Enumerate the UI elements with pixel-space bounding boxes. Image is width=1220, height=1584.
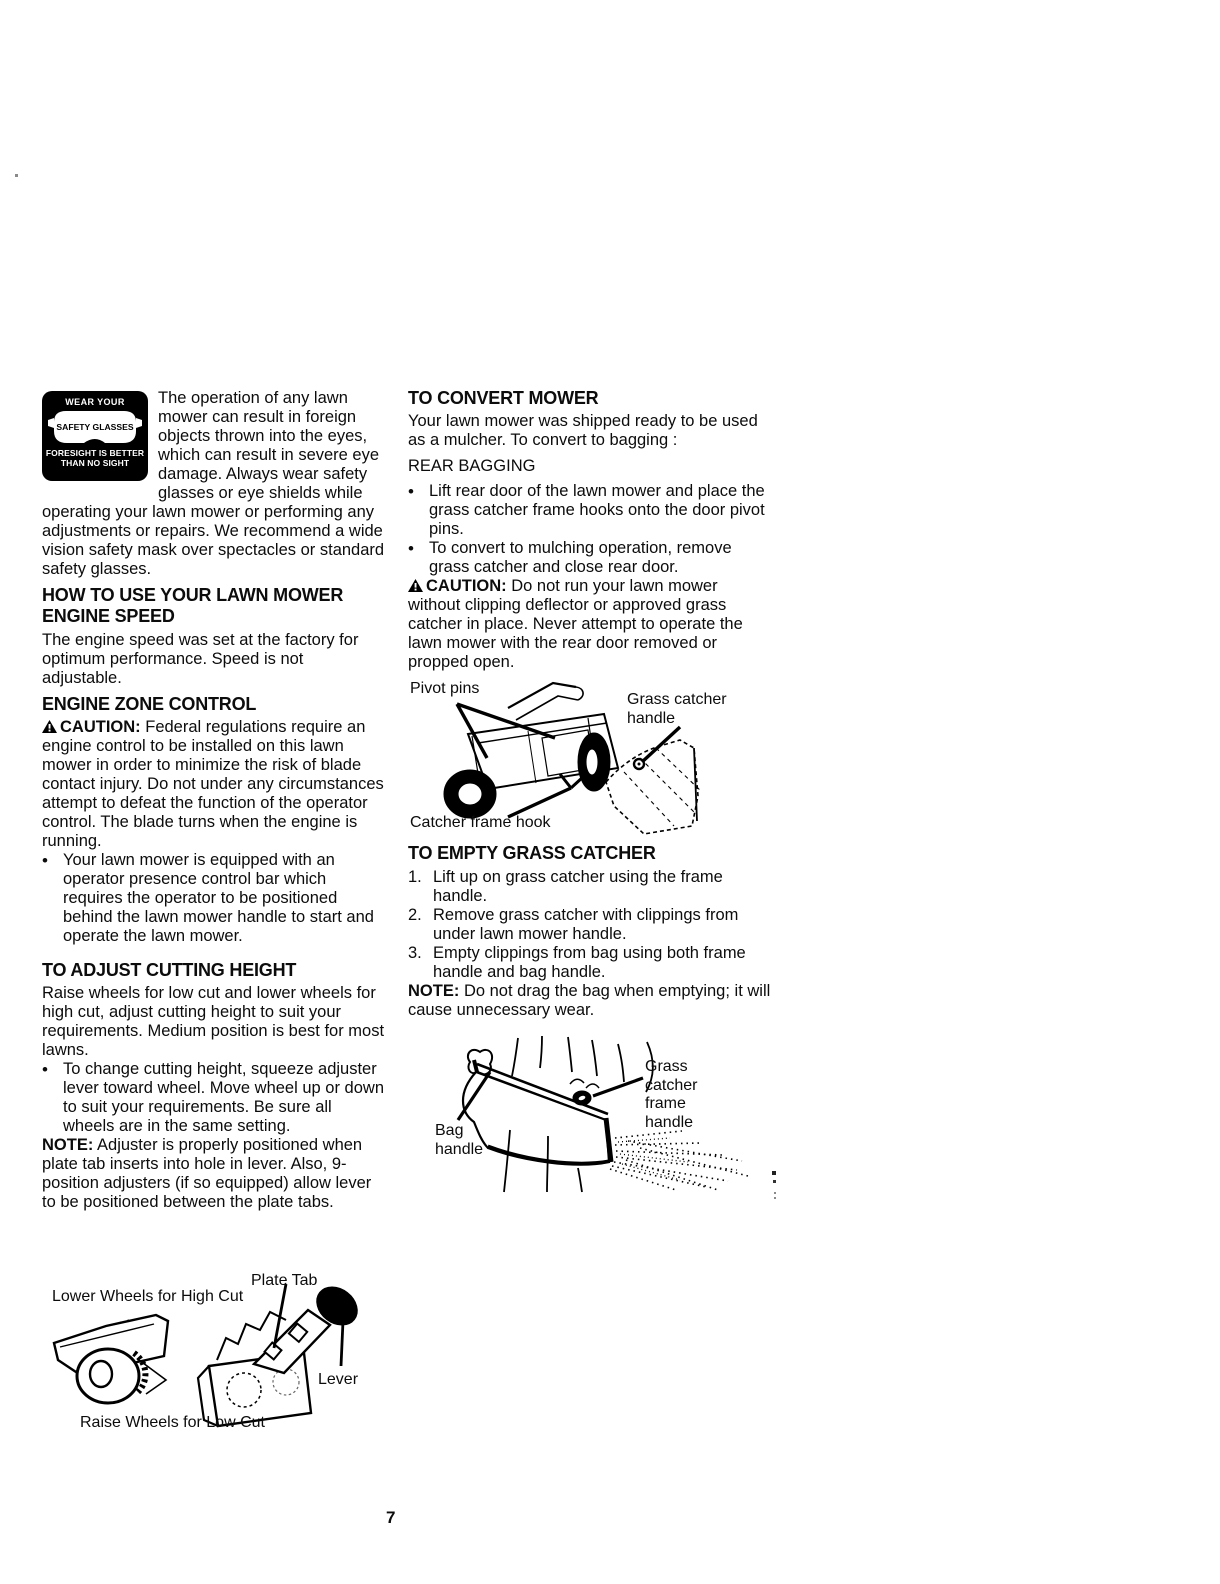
step-number: 2. [408, 906, 422, 924]
left-column [42, 389, 387, 1212]
step-number: 1. [408, 868, 422, 886]
engine-speed-paragraph: The engine speed was set at the factory for optimum performance. Speed is not adjustable. [42, 631, 359, 687]
badge-glasses-text: SAFETY GLASSES [56, 422, 134, 432]
intro-wrap-text: The operation of any lawn mower can result in foreign objects thrown into the eyes, which can result in severe eye damage. [158, 389, 380, 483]
label-lever: Lever [318, 1371, 359, 1388]
scan-speck [772, 1171, 776, 1175]
convert-mower-diagram [408, 676, 776, 841]
rear-bagging-subheading: REAR BAGGING [408, 457, 536, 475]
convert-paragraph: Your lawn mower was shipped ready to be used as a mulcher. To convert to bagging : [408, 412, 758, 449]
label-grass-catcher-frame-handle: Grass catcher frame handle [645, 1058, 698, 1131]
bullet-marker [42, 851, 63, 946]
heading-engine-zone: ENGINE ZONE CONTROL [42, 694, 257, 714]
convert-caution [408, 577, 774, 672]
label-grass-catcher-handle: Grass catcher handle [627, 691, 727, 727]
empty-catcher-diagram [430, 1034, 780, 1196]
note-label: NOTE: [408, 982, 460, 1000]
right-column-bottom [408, 843, 776, 1020]
caution-label: CAUTION: [426, 577, 507, 595]
note-label: NOTE: [42, 1136, 94, 1154]
bullet-marker [408, 539, 429, 577]
scan-speck [774, 1197, 776, 1199]
cutting-height-diagram [46, 1268, 390, 1446]
step-1 [408, 868, 776, 906]
safety-intro-block [42, 389, 387, 579]
page-number: 7 [386, 1508, 396, 1527]
note-text: Adjuster is properly positioned when plate tab inserts into hole in lever. Also, 9-position adjusters (if so equipped) allow lever to be positioned between the plate tabs. [42, 1136, 372, 1211]
scan-speck [773, 1180, 776, 1183]
heading-convert-mower: TO CONVERT MOWER [408, 388, 599, 408]
heading-empty-catcher: TO EMPTY GRASS CATCHER [408, 843, 656, 863]
adjuster-note [42, 1136, 387, 1212]
bullet-lift-text: Lift rear door of the lawn mower and place the grass catcher frame hooks onto the door pivot pins. [429, 482, 765, 538]
right-column-top [408, 388, 774, 672]
step-2 [408, 906, 776, 944]
caution-label: CAUTION: [60, 718, 141, 736]
intro-rest-text: Always wear safety glasses or eye shields while operating your lawn mower or performing any adjustments or repairs. We recommend a wide vision safety mask over spectacles or standard safety glasses. [42, 465, 385, 578]
bullet-change-height [42, 1060, 387, 1136]
engine-zone-caution [42, 718, 387, 851]
badge-text-bottom2: THAN NO SIGHT [60, 458, 130, 468]
step-text: Remove grass catcher with clippings from under lawn mower handle. [433, 906, 739, 943]
note-text: Do not drag the bag when emptying; it will cause unnecessary wear. [408, 982, 771, 1019]
step-3 [408, 944, 776, 982]
label-lower-wheels: Lower Wheels for High Cut [52, 1288, 244, 1305]
caution-triangle-icon [408, 579, 423, 592]
bullet-marker [42, 1060, 63, 1136]
bullet-mulch-text: To convert to mulching operation, remove grass catcher and close rear door. [429, 539, 732, 576]
step-text: Lift up on grass catcher using the frame handle. [433, 868, 723, 905]
step-number: 3. [408, 944, 422, 962]
bag-emptying-illustration [430, 1034, 780, 1196]
bullet-operator-text: Your lawn mower is equipped with an operator presence control bar which requires the operator to be positioned behind the lawn mower handle to start and operate the lawn mower. [63, 851, 374, 945]
caution-text: Do not run your lawn mower without clipping deflector or approved grass catcher in place. Never attempt to operate the lawn mower with the rear door removed or propped open. [408, 577, 743, 671]
bullet-change-text: To change cutting height, squeeze adjuster lever toward wheel. Move wheel up or down to suit your requirements. Be sure all wheels are in the same setting. [63, 1060, 385, 1135]
badge-text-top: WEAR YOUR [65, 397, 125, 407]
safety-glasses-badge [42, 391, 148, 481]
label-catcher-frame-hook: Catcher frame hook [410, 814, 551, 831]
scan-speck [774, 1192, 776, 1194]
badge-text-bottom1: FORESIGHT IS BETTER [45, 448, 145, 458]
caution-triangle-icon [42, 720, 57, 733]
adjust-paragraph: Raise wheels for low cut and lower wheels for high cut, adjust cutting height to suit your requirements. Medium position is best for most lawns. [42, 984, 385, 1059]
caution-text: Federal regulations require an engine control to be installed on this lawn mower in order to minimize the risk of blade contact injury. Do not under any circumstances attempt to defeat the function of the operator control. The blade turns when the engine is running. [42, 718, 384, 850]
heading-engine-speed: ENGINE SPEED [42, 606, 175, 626]
safety-glasses-icon [47, 408, 143, 448]
bullet-lift-rear-door [408, 482, 774, 539]
empty-note [408, 982, 776, 1020]
bullet-operator-presence [42, 851, 387, 946]
step-text: Empty clippings from bag using both frame handle and bag handle. [433, 944, 746, 981]
scan-speck [15, 174, 18, 177]
label-raise-wheels: Raise Wheels for Low Cut [80, 1414, 265, 1431]
bullet-convert-mulching [408, 539, 774, 577]
heading-adjust-cutting: TO ADJUST CUTTING HEIGHT [42, 960, 297, 980]
bullet-marker [408, 482, 429, 539]
heading-how-to-use: HOW TO USE YOUR LAWN MOWER [42, 585, 344, 605]
label-bag-handle: Bag handle [435, 1122, 484, 1158]
label-plate-tab: Plate Tab [251, 1272, 318, 1289]
label-pivot-pins: Pivot pins [410, 680, 480, 697]
